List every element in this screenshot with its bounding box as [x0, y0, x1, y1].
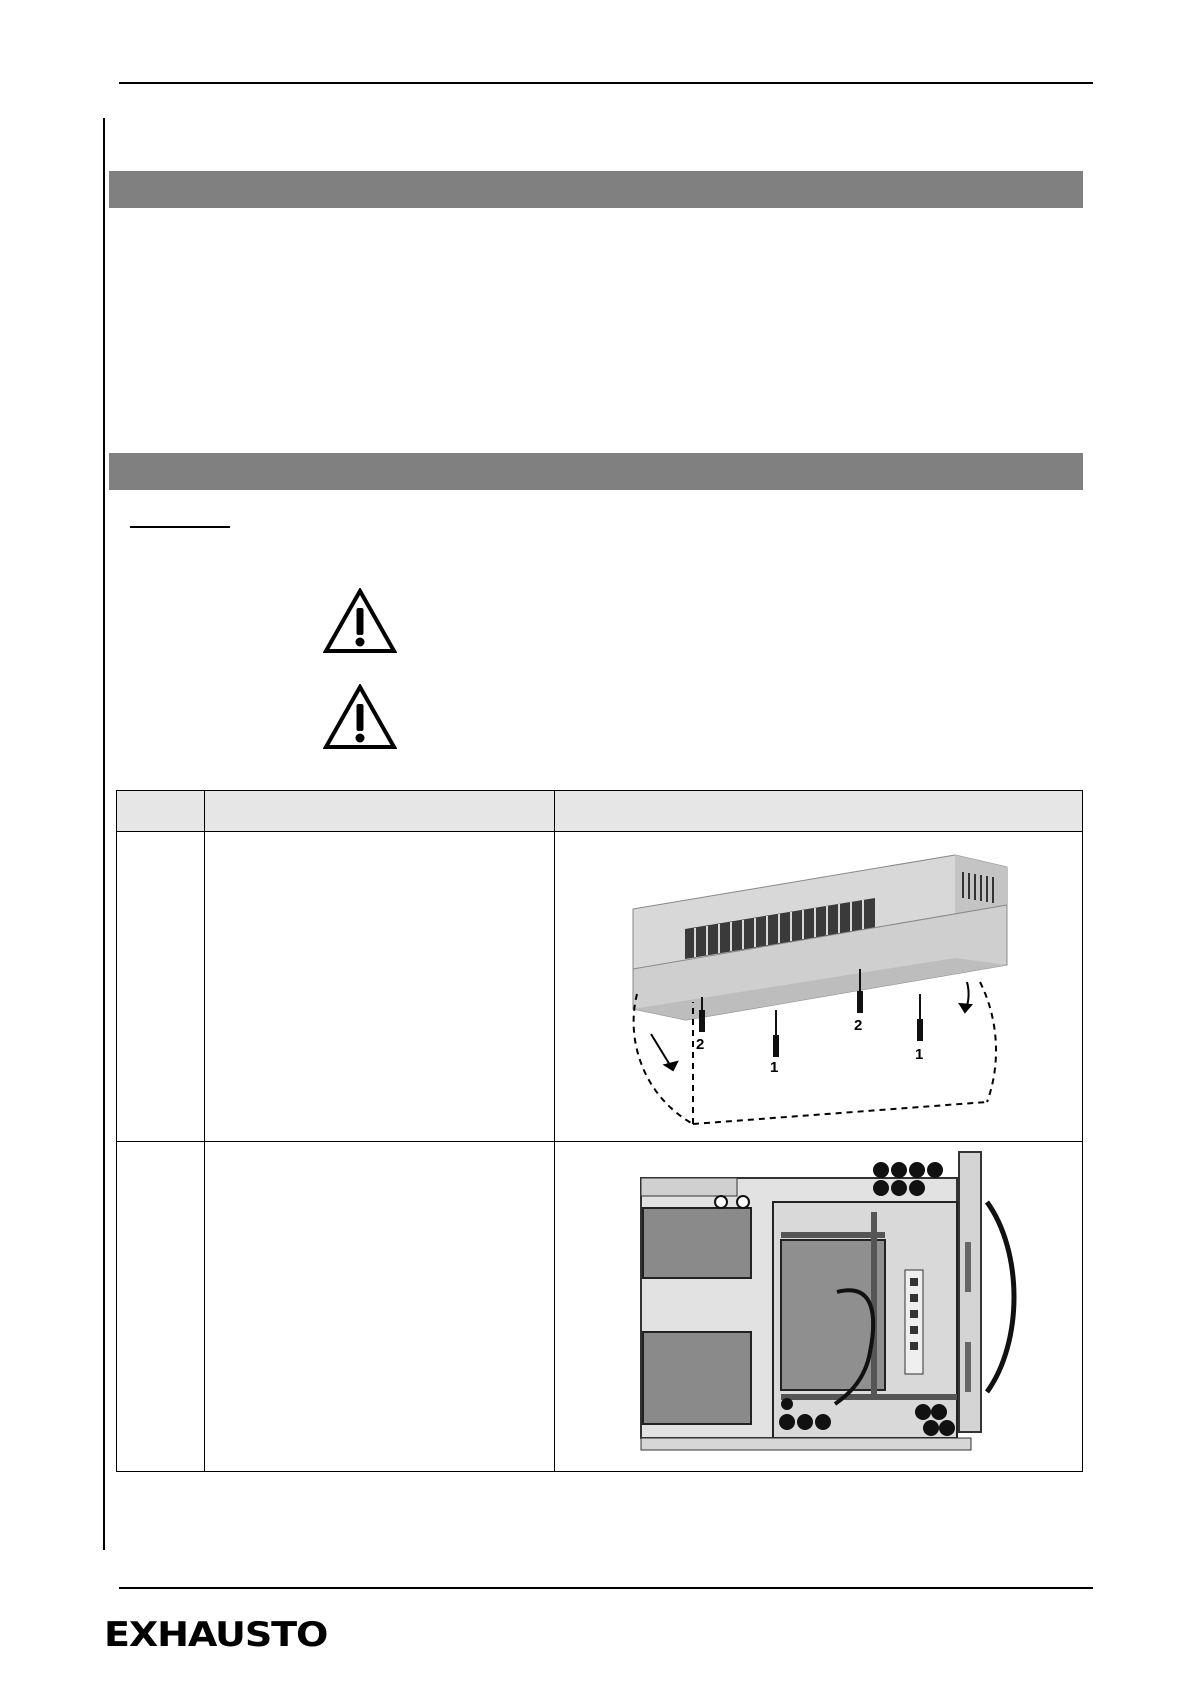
step-number [117, 1142, 205, 1472]
table-row [117, 1142, 1083, 1472]
warning-icon [323, 588, 397, 659]
screwdriver-icon [917, 994, 923, 1041]
step-number [117, 832, 205, 1142]
section-header-bar [109, 453, 1083, 490]
step-text [205, 832, 555, 1142]
screwdriver-icon [773, 1010, 779, 1057]
screw-label: 1 [770, 1059, 779, 1076]
table-header-row [117, 791, 1083, 832]
subheading-underline [130, 526, 230, 528]
step-text [205, 1142, 555, 1472]
margin-bar [103, 118, 105, 1550]
footer-rule [119, 1587, 1093, 1589]
header-figure [555, 791, 1083, 832]
screw-label: 2 [854, 1017, 863, 1034]
warning-icon [323, 684, 397, 755]
step-figure-cell [555, 832, 1083, 1142]
header-rule [119, 82, 1093, 84]
table-row [117, 832, 1083, 1142]
header-step [117, 791, 205, 832]
unit-cover-figure [555, 832, 1081, 1136]
step-figure-cell [555, 1142, 1083, 1472]
header-description [205, 791, 555, 832]
brand-logo: EXHAUSTO [104, 1615, 328, 1655]
steps-table [116, 790, 1083, 1472]
unit-interior-figure [555, 1142, 1081, 1466]
screw-label: 2 [696, 1036, 705, 1053]
screw-label: 1 [915, 1046, 924, 1063]
section-header-bar [109, 171, 1083, 208]
